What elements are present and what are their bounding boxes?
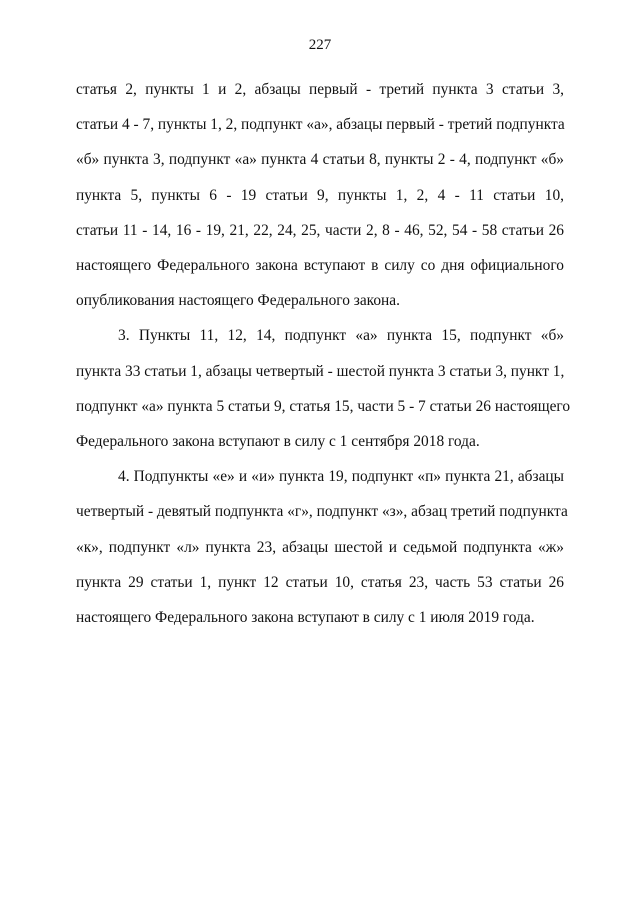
- text-line: пункта 33 статьи 1, абзацы четвертый - шестой пункта 3 статьи 3, пункт 1,: [76, 362, 565, 380]
- document-body: [76, 72, 571, 635]
- text-line: статьи 4 - 7, пункты 1, 2, подпункт «а», абзацы первый - третий подпункта: [76, 116, 565, 134]
- text-line: «к», подпункт «л» пункта 23, абзацы шестой и седьмой подпункта «ж»: [76, 538, 564, 556]
- text-line: статья 2, пункты 1 и 2, абзацы первый - третий пункта 3 статьи 3,: [76, 81, 564, 98]
- text-line: статьи 11 - 14, 16 - 19, 21, 22, 24, 25, части 2, 8 - 46, 52, 54 - 58 статьи 26: [76, 221, 564, 239]
- paragraph-item-4: [76, 459, 568, 635]
- text-line: 4. Подпункты «е» и «и» пункта 19, подпункт «п» пункта 21, абзацы: [118, 468, 564, 486]
- text-line: четвертый - девятый подпункта «г», подпункт «з», абзац третий подпункта: [76, 503, 568, 521]
- text-line: опубликования настоящего Федерального закона.: [76, 292, 400, 310]
- page-number: 227: [308, 37, 332, 53]
- text-line: 3. Пункты 11, 12, 14, подпункт «а» пункта 15, подпункт «б»: [118, 327, 564, 345]
- paragraph-item-3: [76, 318, 571, 459]
- text-line: Федерального закона вступают в силу с 1 сентября 2018 года.: [76, 433, 480, 451]
- text-line: настоящего Федерального закона вступают в силу со дня официального: [76, 257, 564, 275]
- text-line: настоящего Федерального закона вступают в силу с 1 июля 2019 года.: [76, 609, 535, 627]
- paragraph-continuation: [76, 72, 564, 318]
- text-line: пункта 29 статьи 1, пункт 12 статьи 10, статья 23, часть 53 статьи 26: [76, 573, 564, 591]
- text-line: подпункт «а» пункта 5 статьи 9, статья 15, части 5 - 7 статьи 26 настоящего: [76, 397, 571, 415]
- text-line: пункта 5, пункты 6 - 19 статьи 9, пункты 1, 2, 4 - 11 статьи 10,: [76, 186, 564, 204]
- text-line: «б» пункта 3, подпункт «а» пункта 4 статьи 8, пункты 2 - 4, подпункт «б»: [76, 151, 564, 169]
